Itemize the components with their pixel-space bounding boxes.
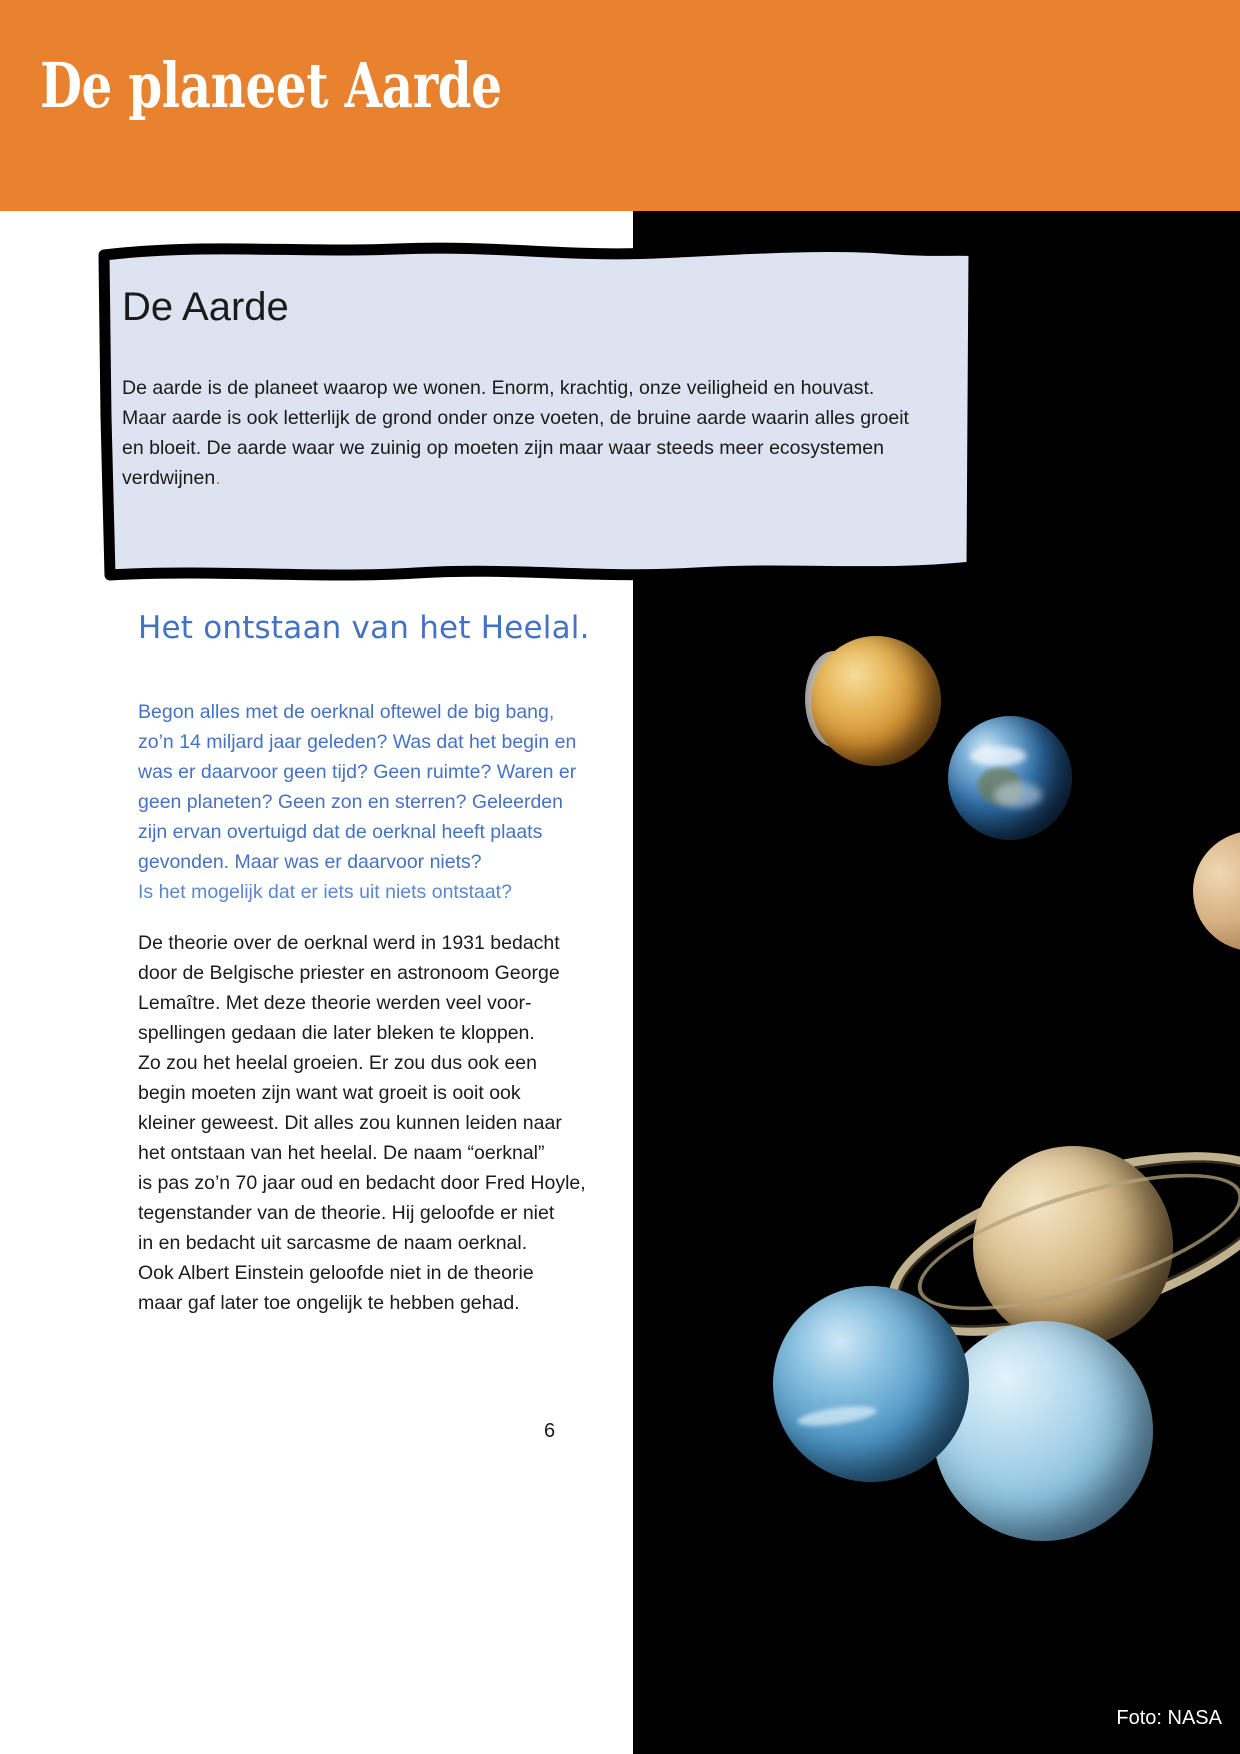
earth-cloud-shape	[970, 746, 1026, 766]
orange-period: .	[215, 467, 221, 489]
black-paragraph-line: Zo zou het heelal groeien. Er zou dus ook een	[138, 1052, 537, 1074]
black-paragraph-line: kleiner geweest. Dit alles zou kunnen leiden naar	[138, 1112, 562, 1134]
blue-paragraph	[138, 697, 608, 907]
section-heading: Het ontstaan van het Heelal.	[138, 610, 590, 646]
callout-body-line: De aarde is de planeet waarop we wonen. Enorm, krachtig, onze veiligheid en houvast.	[122, 377, 875, 399]
black-paragraph-line: begin moeten zijn want wat groeit is ooit ook	[138, 1082, 521, 1104]
page-number: 6	[544, 1420, 556, 1442]
earth-planet-image	[948, 716, 1072, 840]
callout-body-line-last	[122, 463, 954, 493]
jupiter-planet-image	[1193, 831, 1240, 951]
black-paragraph	[138, 928, 608, 1318]
uranus-planet-image	[933, 1321, 1153, 1541]
blue-paragraph-line: gevonden. Maar was er daarvoor niets?	[138, 851, 482, 873]
blue-paragraph-line: Begon alles met de oerknal oftewel de big bang,	[138, 701, 555, 723]
black-paragraph-line: het ontstaan van het heelal. De naam “oerknal”	[138, 1142, 545, 1164]
black-paragraph-line: is pas zo’n 70 jaar oud en bedacht door Fred Hoyle,	[138, 1172, 586, 1194]
callout-box	[96, 237, 980, 581]
header-band	[0, 0, 1240, 211]
blue-paragraph-question-line: Is het mogelijk dat er iets uit niets ontstaat?	[138, 881, 512, 903]
neptune-planet-image	[773, 1286, 969, 1482]
neptune-cloud-shape	[796, 1403, 877, 1430]
blue-paragraph-line: was er daarvoor geen tijd? Geen ruimte? Waren er	[138, 761, 577, 783]
black-paragraph-line: De theorie over de oerknal werd in 1931 bedacht	[138, 932, 560, 954]
callout-title: De Aarde	[122, 285, 289, 329]
callout-body-line: en bloeit. De aarde waar we zuinig op moeten zijn maar waar steeds meer ecosystemen	[122, 437, 884, 459]
callout-body-line: Maar aarde is ook letterlijk de grond onder onze voeten, de bruine aarde waarin alles groeit	[122, 407, 909, 429]
black-paragraph-line: in en bedacht uit sarcasme de naam oerknal.	[138, 1232, 528, 1254]
photo-credit: Foto: NASA	[1116, 1707, 1222, 1729]
earth-cloud-shape	[994, 782, 1042, 808]
black-paragraph-line: maar gaf later toe ongelijk te hebben gehad.	[138, 1292, 520, 1314]
blue-paragraph-line: zo’n 14 miljard jaar geleden? Was dat het begin en	[138, 731, 577, 753]
blue-paragraph-line: zijn ervan overtuigd dat de oerknal heeft plaats	[138, 821, 543, 843]
black-paragraph-line: spellingen gedaan die later bleken te kloppen.	[138, 1022, 535, 1044]
black-paragraph-line: Ook Albert Einstein geloofde niet in de theorie	[138, 1262, 534, 1284]
page-title: De planeet Aarde	[40, 49, 502, 122]
venus-planet-image	[811, 636, 941, 766]
callout-body-line-text: verdwijnen	[122, 467, 216, 489]
blue-paragraph-line: geen planeten? Geen zon en sterren? Geleerden	[138, 791, 563, 813]
black-paragraph-line: tegenstander van de theorie. Hij geloofde er niet	[138, 1202, 555, 1224]
black-paragraph-line: door de Belgische priester en astronoom George	[138, 962, 560, 984]
black-paragraph-line: Lemaître. Met deze theorie werden veel voor-	[138, 992, 532, 1014]
callout-body	[122, 373, 954, 493]
